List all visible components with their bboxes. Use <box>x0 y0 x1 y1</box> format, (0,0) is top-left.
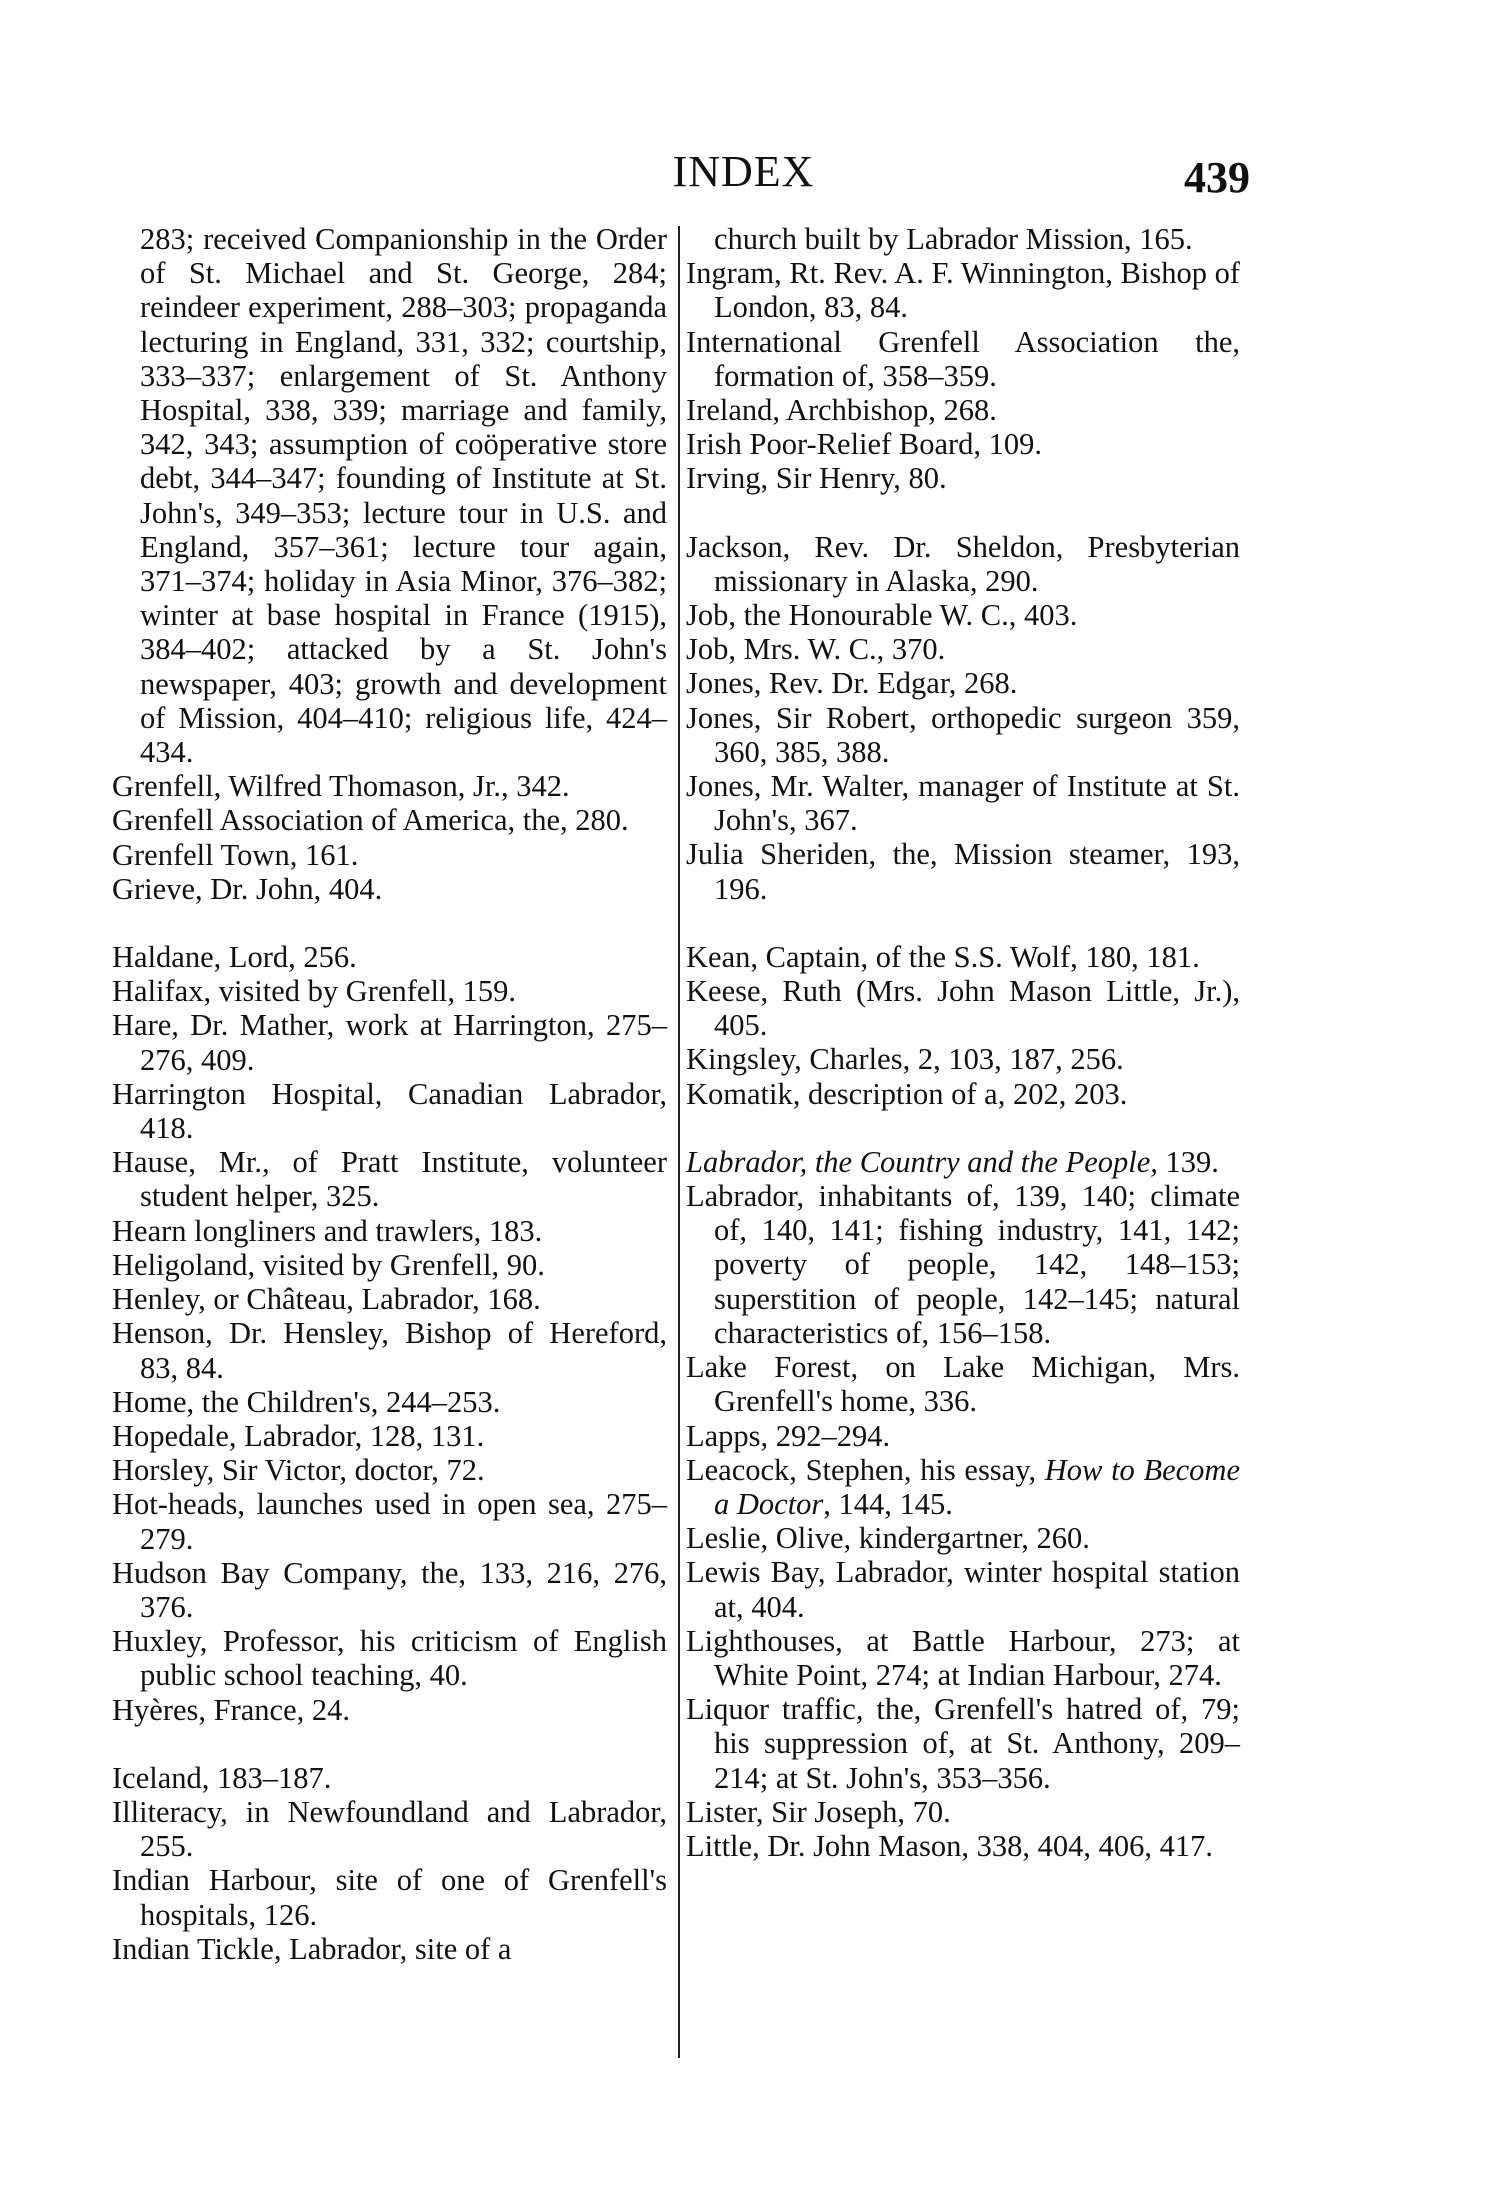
index-entry: Henley, or Château, Labrador, 168. <box>112 1282 541 1317</box>
index-entry: Hare, Dr. Mather, work at Harrington, 275–276, 409. <box>112 1008 667 1077</box>
index-entry: Indian Harbour, site of one of Grenfell's hospitals, 126. <box>112 1863 667 1932</box>
index-entry: Grenfell Town, 161. <box>112 837 359 872</box>
index-entry: Grenfell Association of America, the, 280. <box>112 803 629 838</box>
index-entry: Lewis Bay, Labrador, winter hospital station at, 404. <box>686 1555 1240 1624</box>
index-entry: Jones, Mr. Walter, manager of Institute at St. John's, 367. <box>686 769 1240 838</box>
index-entry: Komatik, description of a, 202, 203. <box>686 1076 1128 1111</box>
page-number: 439 <box>1184 153 1250 202</box>
index-entry: Lake Forest, on Lake Michigan, Mrs. Grenfell's home, 336. <box>686 1350 1240 1419</box>
section-gap <box>112 1727 667 1761</box>
page-reference: 139. <box>1165 1144 1219 1179</box>
index-entry: Hot-heads, launches used in open sea, 275–279. <box>112 1487 667 1556</box>
index-entry: Leslie, Olive, kindergartner, 260. <box>686 1521 1090 1556</box>
index-entry: International Grenfell Association the, formation of, 358–359. <box>686 324 1240 393</box>
index-entry: Huxley, Professor, his criticism of English public school teaching, 40. <box>112 1624 667 1693</box>
index-entry: Indian Tickle, Labrador, site of a <box>112 1931 512 1966</box>
index-entry: Home, the Children's, 244–253. <box>112 1384 501 1419</box>
index-entry: Grieve, Dr. John, 404. <box>112 871 383 906</box>
index-entry: Liquor traffic, the, Grenfell's hatred of, 79; his suppression of, at St. Anthony, 209–214; at St. John's, 353–356. <box>686 1692 1240 1795</box>
index-entry: Little, Dr. John Mason, 338, 404, 406, 417. <box>686 1828 1213 1863</box>
index-entry <box>686 1453 1240 1521</box>
page-reference: , 144, 145. <box>823 1486 953 1521</box>
index-entry: Hause, Mr., of Pratt Institute, volunteer student helper, 325. <box>112 1145 667 1214</box>
index-entry: church built by Labrador Mission, 165. <box>714 222 1193 256</box>
index-entry: Ireland, Archbishop, 268. <box>686 393 997 428</box>
index-entry: Job, Mrs. W. C., 370. <box>686 632 946 667</box>
index-entry: Hearn longliners and trawlers, 183. <box>112 1213 543 1248</box>
index-entry: Jackson, Rev. Dr. Sheldon, Presbyterian missionary in Alaska, 290. <box>686 529 1240 598</box>
left-column <box>112 222 667 1966</box>
index-entry: Lister, Sir Joseph, 70. <box>686 1794 951 1829</box>
index-entry: Henson, Dr. Hensley, Bishop of Hereford, 83, 84. <box>112 1316 667 1385</box>
index-entry: Kingsley, Charles, 2, 103, 187, 256. <box>686 1042 1124 1077</box>
entry-text: Leacock, Stephen, his essay, <box>686 1452 1037 1487</box>
book-title: Labrador, the Country and the People <box>686 1144 1151 1179</box>
index-entry: Illiteracy, in Newfoundland and Labrador, 255. <box>112 1794 667 1864</box>
index-entry: Irving, Sir Henry, 80. <box>686 461 947 496</box>
index-entry: Haldane, Lord, 256. <box>112 940 357 975</box>
index-entry: 283; received Companionship in the Order of St. Michael and St. George, 284; reindeer experiment, 288–303; propaganda lecturing in England, 331, 332; courtship, 333–337; enlargement of St. Anthony Hospital, 338, 339; marriage and family, 342, 343; assumption of coöperative store debt, 344–347; founding of Institute at St. John's, 349–353; lecture tour in U.S. and England, 357–361; lecture tour again, 371–374; holiday in Asia Minor, 376–382; winter at base hospital in France (1915), 384–402; attacked by a St. John's newspaper, 403; growth and development of Mission, 404–410; religious life, 424–434. <box>140 222 667 770</box>
section-gap <box>112 906 667 940</box>
index-entry: Hopedale, Labrador, 128, 131. <box>112 1418 485 1453</box>
index-entry: Labrador, inhabitants of, 139, 140; climate of, 140, 141; fishing industry, 141, 142; poverty of people, 142, 148–153; superstition of people, 142–145; natural characteristics of, 156–158. <box>686 1179 1240 1350</box>
index-entry: Hyères, France, 24. <box>112 1692 350 1727</box>
index-entry: Heligoland, visited by Grenfell, 90. <box>112 1247 545 1282</box>
index-entry: Iceland, 183–187. <box>112 1760 332 1795</box>
index-entry: Harrington Hospital, Canadian Labrador, 418. <box>112 1076 667 1146</box>
index-entry: Labrador, the Country and the People, 139. <box>686 1144 1219 1179</box>
essay-title: How to Become a Doctor <box>714 1452 1240 1521</box>
index-entry: Jones, Rev. Dr. Edgar, 268. <box>686 666 1018 701</box>
section-gap <box>686 1111 1240 1145</box>
index-entry: Lapps, 292–294. <box>686 1418 891 1453</box>
index-entry: Grenfell, Wilfred Thomason, Jr., 342. <box>112 769 570 804</box>
page-title: INDEX <box>672 147 815 196</box>
section-gap <box>686 906 1240 940</box>
index-entry: Irish Poor-Relief Board, 109. <box>686 427 1043 462</box>
index-entry: Jones, Sir Robert, orthopedic surgeon 359, 360, 385, 388. <box>686 700 1240 769</box>
index-entry: Horsley, Sir Victor, doctor, 72. <box>112 1453 485 1488</box>
index-entry: Julia Sheriden, the, Mission steamer, 193, 196. <box>686 837 1240 906</box>
index-entry: Kean, Captain, of the S.S. Wolf, 180, 181. <box>686 939 1200 974</box>
right-column <box>686 222 1240 1863</box>
index-entry: Job, the Honourable W. C., 403. <box>686 598 1078 633</box>
section-gap <box>686 496 1240 530</box>
page-header <box>0 142 1487 202</box>
column-divider <box>678 226 680 2058</box>
index-entry: Ingram, Rt. Rev. A. F. Winnington, Bishop of London, 83, 84. <box>686 256 1240 325</box>
index-entry: Halifax, visited by Grenfell, 159. <box>112 974 517 1009</box>
index-entry: Keese, Ruth (Mrs. John Mason Little, Jr.), 405. <box>686 974 1240 1043</box>
index-entry: Lighthouses, at Battle Harbour, 273; at White Point, 274; at Indian Harbour, 274. <box>686 1623 1240 1692</box>
index-entry: Hudson Bay Company, the, 133, 216, 276, 376. <box>112 1555 667 1624</box>
